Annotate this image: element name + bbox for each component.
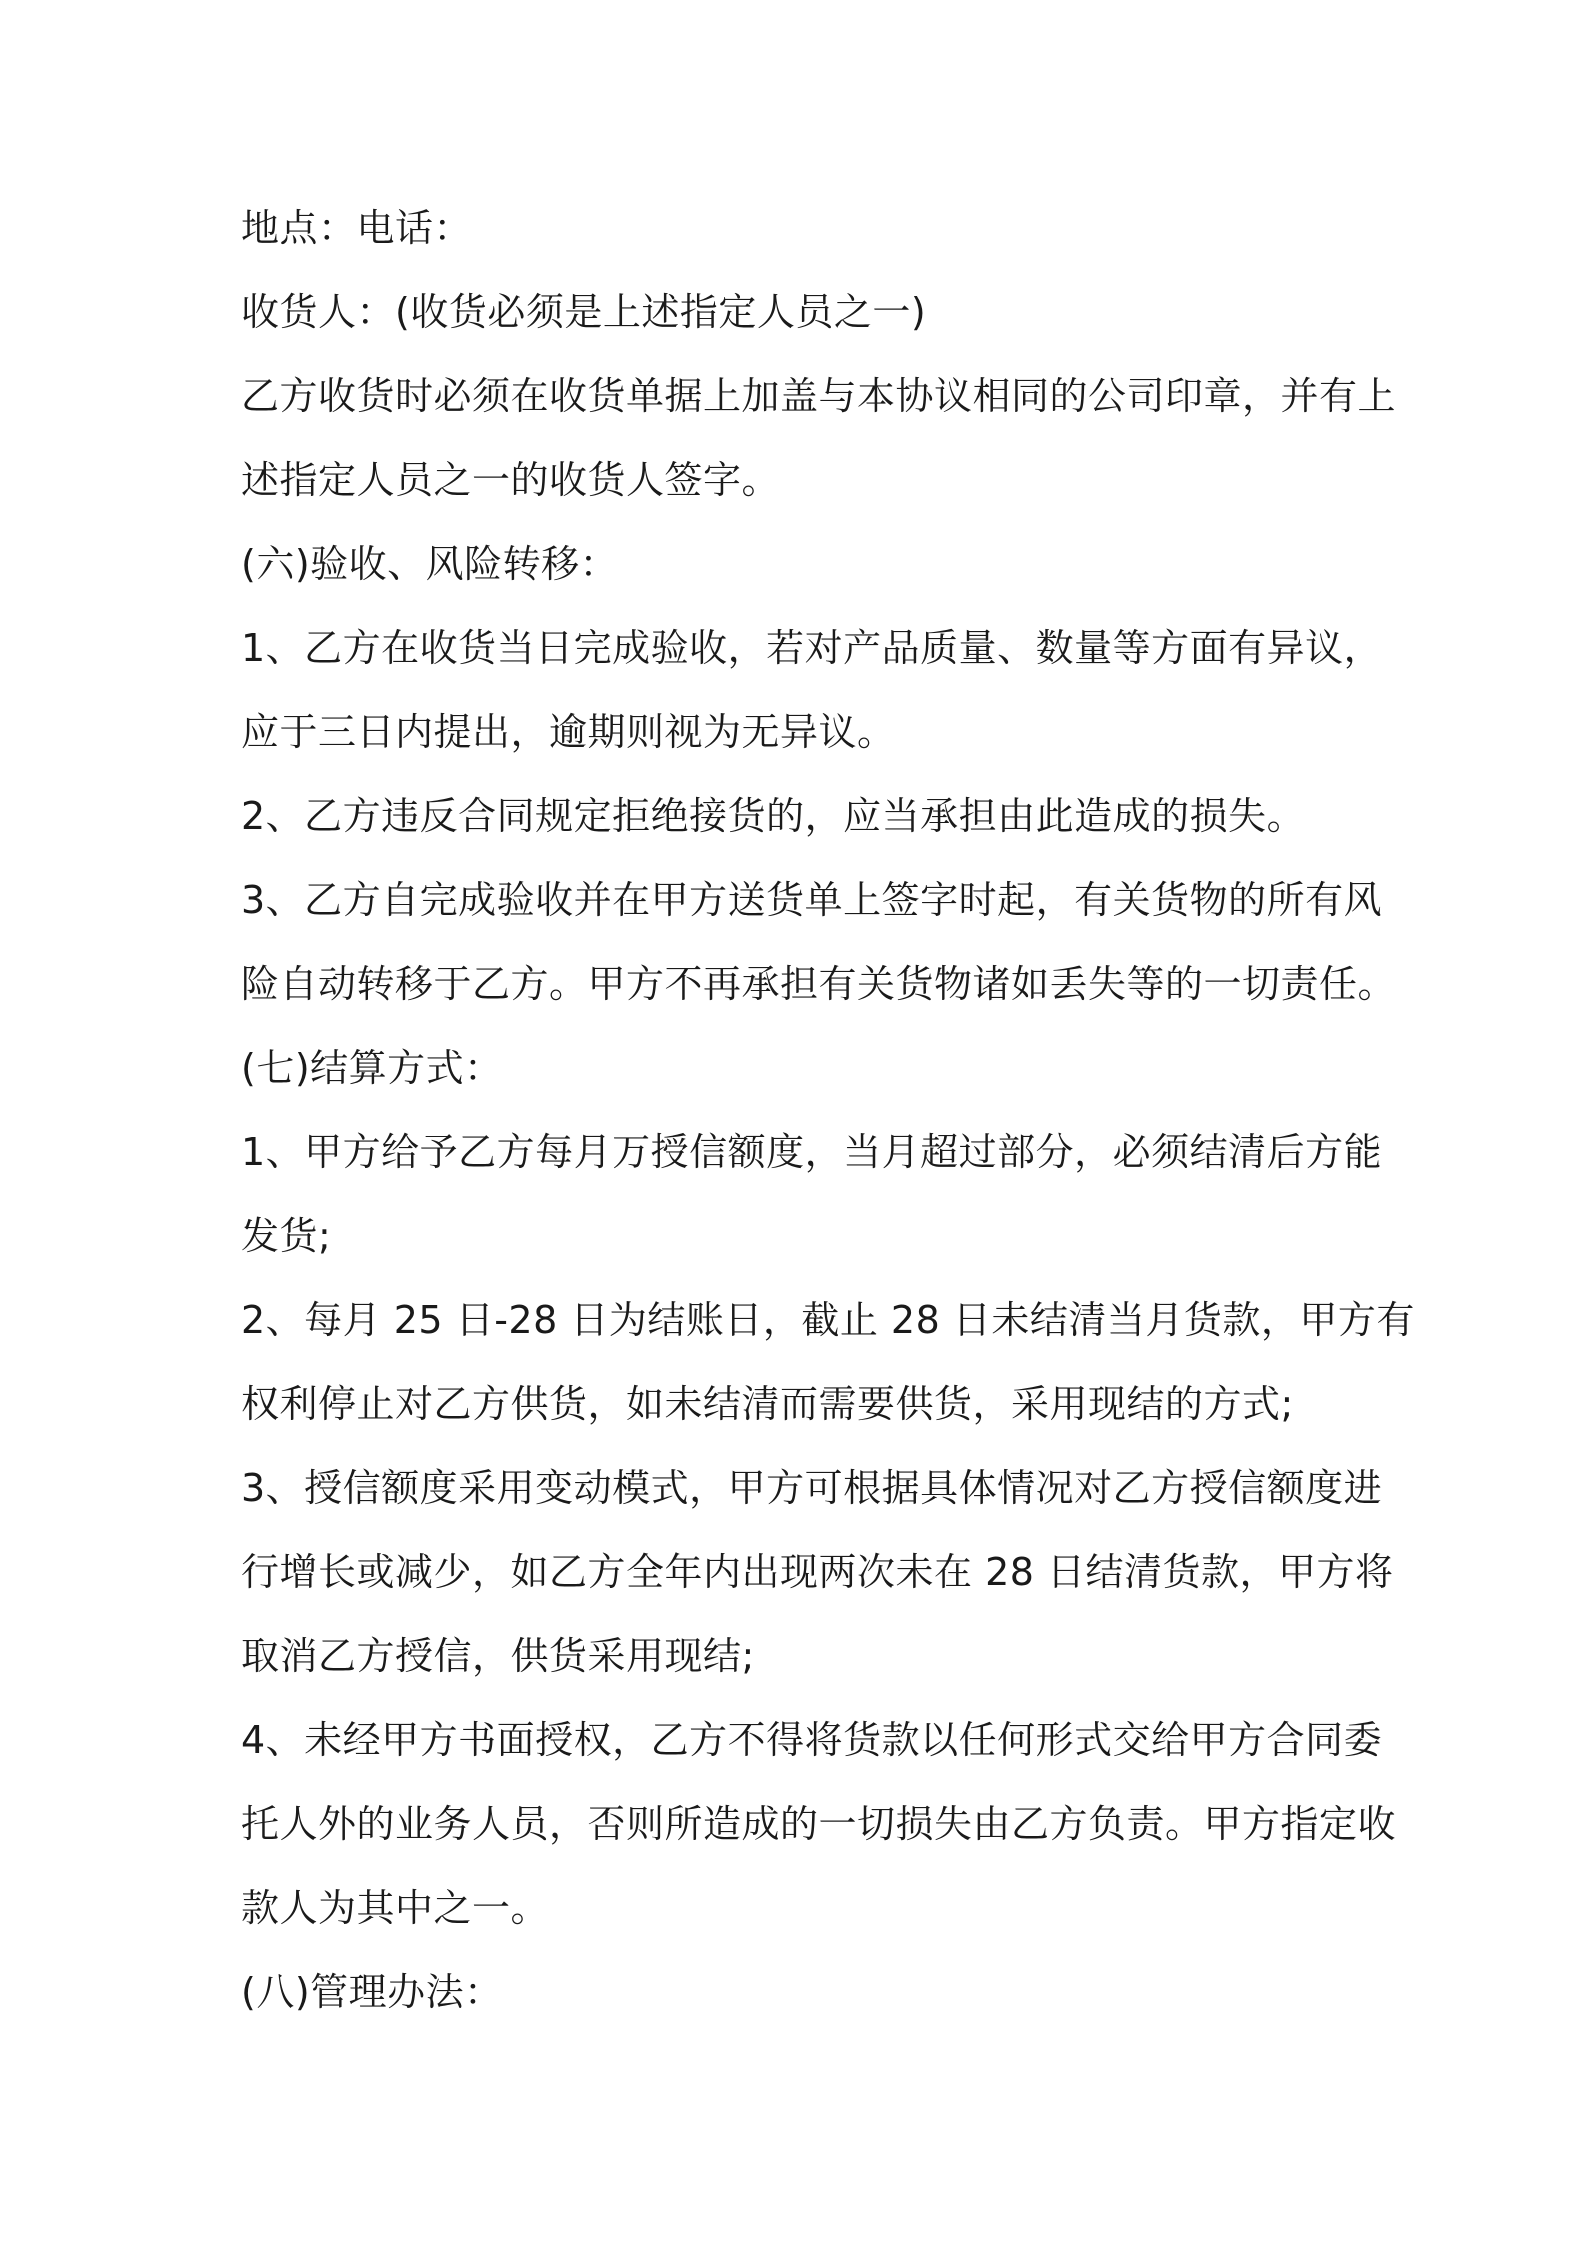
text-line: 应于三日内提出，逾期则视为无异议。 bbox=[241, 710, 896, 754]
section-heading-settlement: (七)结算方式： bbox=[241, 1046, 503, 1090]
text-line: 款人为其中之一。 bbox=[241, 1886, 550, 1930]
text-line: 3、授信额度采用变动模式，甲方可根据具体情况对乙方授信额度进 bbox=[241, 1466, 1383, 1510]
text-line-location-phone: 地点：电话： bbox=[241, 206, 473, 250]
text-line: 权利停止对乙方供货，如未结清而需要供货，采用现结的方式; bbox=[241, 1382, 1294, 1426]
section-heading-management: (八)管理办法： bbox=[241, 1970, 503, 2014]
text-line: 2、乙方违反合同规定拒绝接货的，应当承担由此造成的损失。 bbox=[241, 794, 1306, 838]
text-line: 2、每月 25 日-28 日为结账日，截止 28 日未结清当月货款，甲方有 bbox=[241, 1298, 1415, 1342]
text-line: 取消乙方授信，供货采用现结; bbox=[241, 1634, 755, 1678]
text-line: 行增长或减少，如乙方全年内出现两次未在 28 日结清货款，甲方将 bbox=[241, 1550, 1394, 1594]
text-line: 托人外的业务人员，否则所造成的一切损失由乙方负责。甲方指定收 bbox=[241, 1802, 1397, 1846]
text-line: 3、乙方自完成验收并在甲方送货单上签字时起，有关货物的所有风 bbox=[241, 878, 1383, 922]
section-heading-inspection: (六)验收、风险转移： bbox=[241, 542, 619, 586]
text-line-consignee: 收货人：(收货必须是上述指定人员之一) bbox=[241, 290, 927, 334]
text-line: 险自动转移于乙方。甲方不再承担有关货物诸如丢失等的一切责任。 bbox=[241, 962, 1397, 1006]
text-line: 1、甲方给予乙方每月万授信额度，当月超过部分，必须结清后方能 bbox=[241, 1130, 1383, 1174]
text-line: 乙方收货时必须在收货单据上加盖与本协议相同的公司印章，并有上 bbox=[241, 374, 1397, 418]
text-line: 发货; bbox=[241, 1214, 332, 1258]
text-line: 4、未经甲方书面授权，乙方不得将货款以任何形式交给甲方合同委 bbox=[241, 1718, 1383, 1762]
text-line: 1、乙方在收货当日完成验收，若对产品质量、数量等方面有异议， bbox=[241, 626, 1383, 670]
text-line: 述指定人员之一的收货人签字。 bbox=[241, 458, 781, 502]
